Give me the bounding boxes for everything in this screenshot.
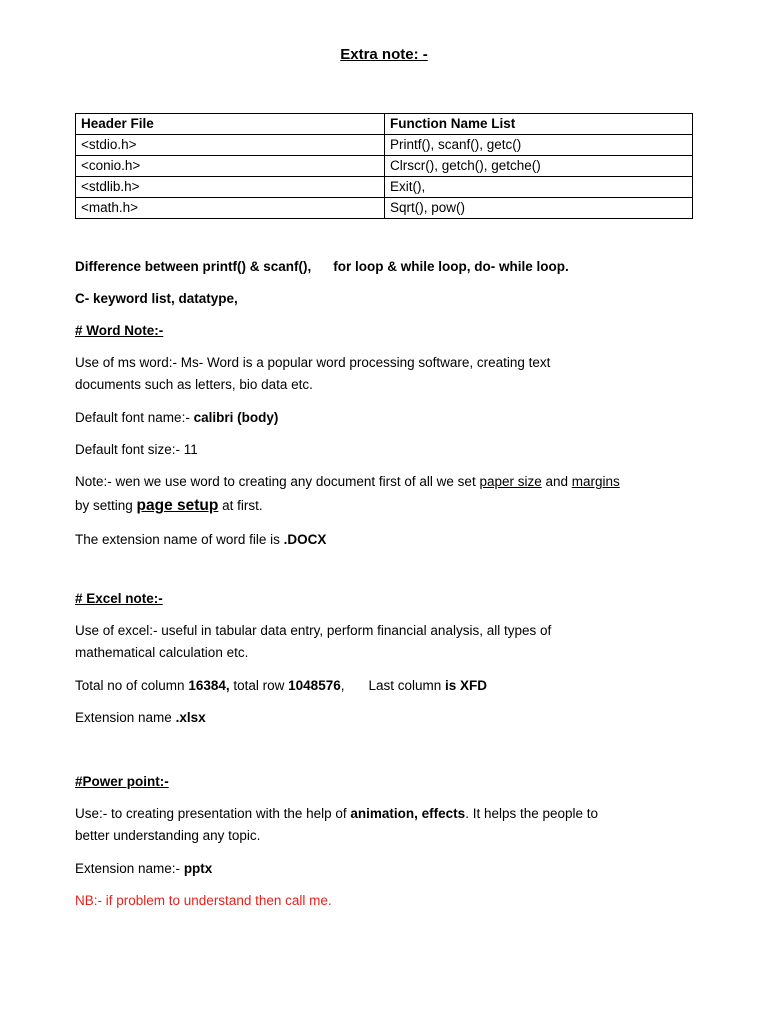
table-cell: Sqrt(), pow() (385, 198, 693, 219)
table-row (76, 177, 693, 198)
powerpoint-extension-label: Extension name:- (75, 861, 184, 876)
excel-totals-line (75, 675, 487, 697)
table-cell: Exit(), (385, 177, 693, 198)
row-count-label: total row (229, 678, 289, 693)
powerpoint-use-line-2: better understanding any topic. (75, 828, 261, 843)
c-topics-line-2: C- keyword list, datatype, (75, 291, 238, 306)
paper-size-text: paper size (479, 474, 542, 489)
word-extension-value: .DOCX (283, 532, 327, 547)
note-first-text: at first. (218, 498, 263, 513)
animation-effects-text: animation, effects (350, 806, 466, 821)
table-cell: <math.h> (76, 198, 385, 219)
column-header-header-file: Header File (76, 114, 385, 135)
table-row (76, 135, 693, 156)
powerpoint-note-heading: #Power point:- (75, 774, 169, 789)
word-use-line-1: Use of ms word:- Ms- Word is a popular word processing software, creating text (75, 355, 551, 370)
excel-use-line-2: mathematical calculation etc. (75, 645, 249, 660)
word-note-line-2 (75, 495, 263, 517)
column-count-value: 16384, (188, 678, 230, 693)
excel-extension-value: .xlsx (175, 710, 206, 725)
margins-text: margins (571, 474, 620, 489)
powerpoint-use-text: Use:- to creating presentation with the help of (75, 806, 351, 821)
row-count-value: 1048576 (288, 678, 341, 693)
last-column-value: is XFD (445, 678, 488, 693)
table-row (76, 198, 693, 219)
note-by-text: by setting (75, 498, 137, 513)
excel-use-line-1: Use of excel:- useful in tabular data entry, perform financial analysis, all types of (75, 623, 552, 638)
loops-text: for loop & while loop, do- while loop. (333, 259, 569, 274)
note-and-text: and (541, 474, 572, 489)
powerpoint-use-post: . It helps the people to (465, 806, 599, 821)
table-cell: Printf(), scanf(), getc() (385, 135, 693, 156)
table-row (76, 156, 693, 177)
page-title: Extra note: - (340, 46, 428, 63)
font-name-value: calibri (body) (193, 410, 279, 425)
word-font-size-line: Default font size:- 11 (75, 442, 198, 457)
font-name-label: Default font name:- (75, 410, 194, 425)
word-use-line-2: documents such as letters, bio data etc. (75, 377, 313, 392)
nb-note: NB:- if problem to understand then call me. (75, 893, 332, 908)
c-topics-line-1 (75, 256, 569, 278)
table-cell: <stdio.h> (76, 135, 385, 156)
word-font-name-line (75, 407, 278, 429)
word-extension-line (75, 529, 326, 551)
powerpoint-extension-line (75, 858, 212, 880)
table-cell: Clrscr(), getch(), getche() (385, 156, 693, 177)
powerpoint-extension-value: pptx (183, 861, 213, 876)
page-setup-text: page setup (136, 497, 219, 514)
table-cell: <stdlib.h> (76, 177, 385, 198)
difference-text: Difference between printf() & scanf(), (75, 259, 312, 274)
word-extension-label: The extension name of word file is (75, 532, 284, 547)
table-cell: <conio.h> (76, 156, 385, 177)
column-header-function-list: Function Name List (385, 114, 693, 135)
word-note-heading: # Word Note:- (75, 323, 164, 338)
powerpoint-use-line-1 (75, 803, 598, 825)
last-column-label: Last column (368, 678, 446, 693)
word-note-line-1 (75, 471, 620, 493)
header-file-table (75, 113, 693, 219)
table-header-row (76, 114, 693, 135)
excel-note-heading: # Excel note:- (75, 591, 163, 606)
excel-extension-line (75, 707, 206, 729)
excel-extension-label: Extension name (75, 710, 176, 725)
note-text: Note:- wen we use word to creating any document first of all we set (75, 474, 480, 489)
row-comma: , (340, 678, 345, 693)
column-count-label: Total no of column (75, 678, 189, 693)
